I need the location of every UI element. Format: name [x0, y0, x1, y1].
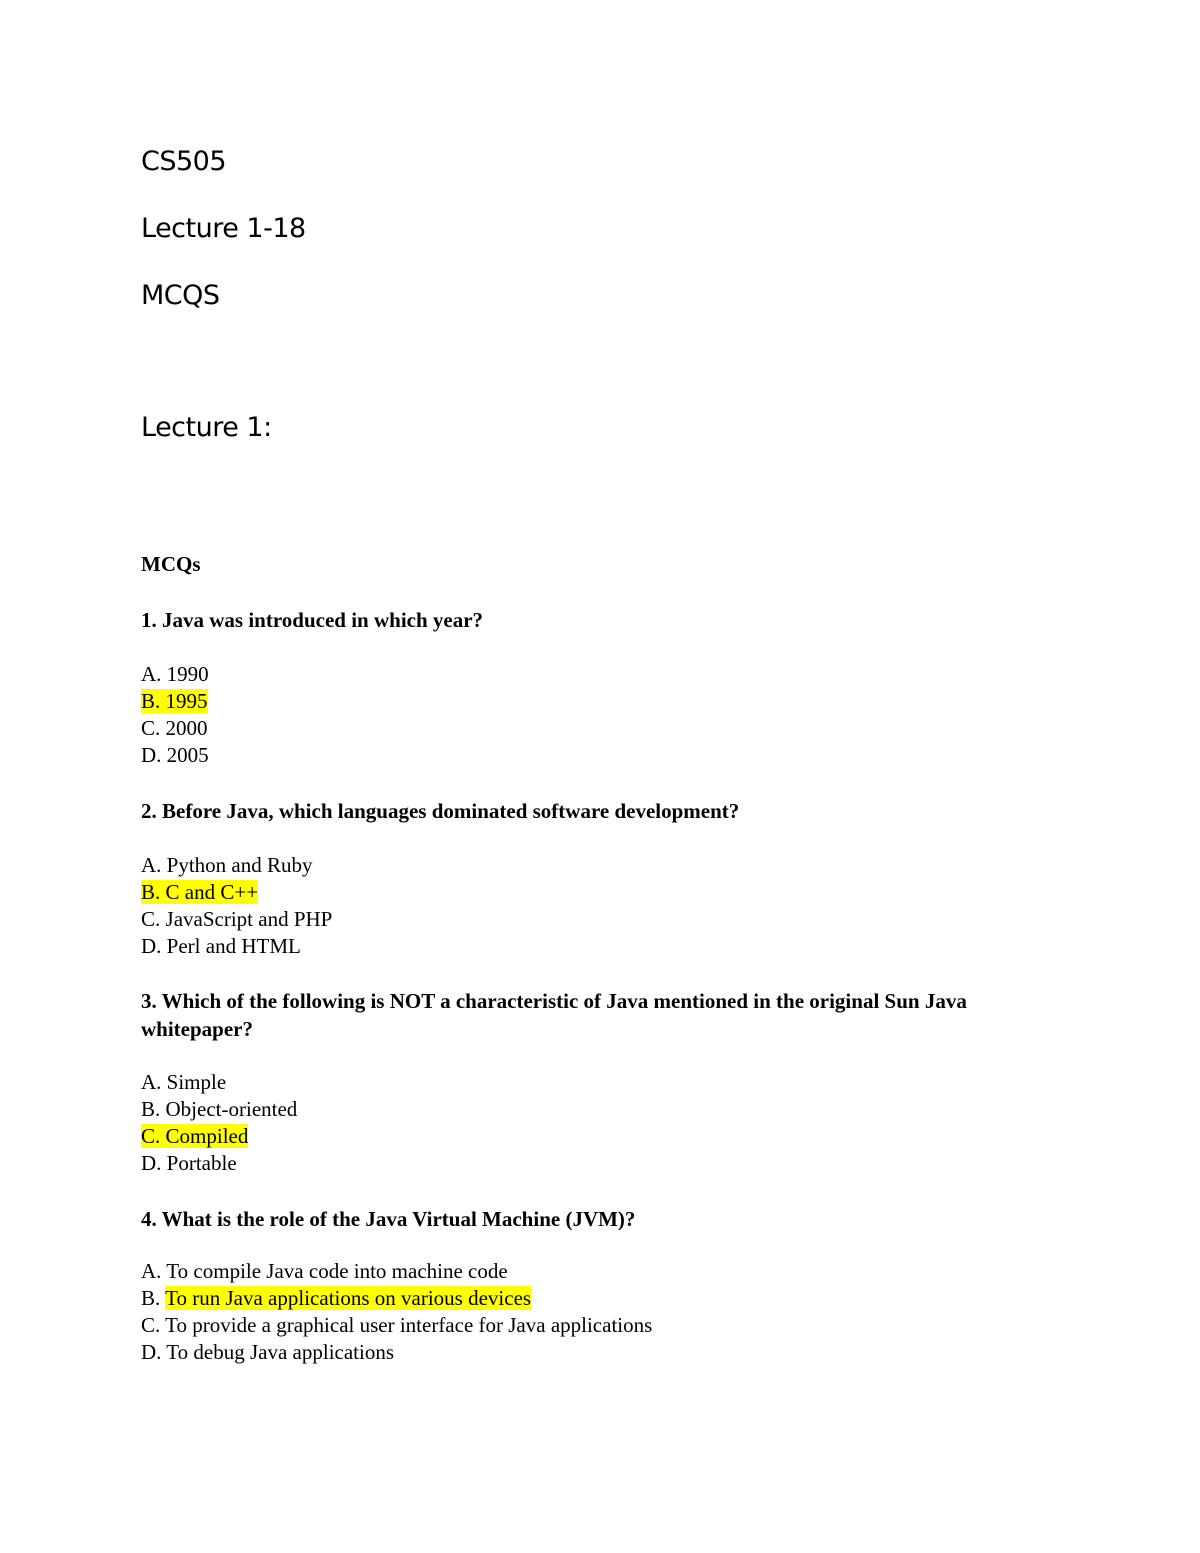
option-text: To provide a graphical user interface for Java applications	[165, 1313, 653, 1337]
option-text: 1990	[166, 662, 209, 686]
option-letter: A.	[141, 662, 162, 686]
option-text: 2000	[165, 716, 208, 740]
question-3-options	[141, 1069, 297, 1177]
option-letter: A.	[141, 853, 162, 877]
option-text: To compile Java code into machine code	[166, 1259, 508, 1283]
option-item	[141, 1150, 297, 1177]
question-2-text: 2. Before Java, which languages dominated software development?	[141, 799, 740, 823]
option-item	[141, 1339, 652, 1366]
option-letter: A.	[141, 1070, 162, 1094]
option-text: JavaScript and PHP	[165, 907, 333, 931]
option-item	[141, 1069, 297, 1096]
option-letter: D.	[141, 934, 162, 958]
question-1-options	[141, 661, 209, 769]
option-item-correct	[141, 1123, 297, 1150]
option-text: 1995	[165, 689, 208, 713]
question-4-options	[141, 1258, 652, 1366]
option-item	[141, 661, 209, 688]
option-letter: D.	[141, 1340, 162, 1364]
question-4-text: 4. What is the role of the Java Virtual Machine (JVM)?	[141, 1207, 636, 1231]
option-text: Perl and HTML	[166, 934, 301, 958]
question-3-text: 3. Which of the following is NOT a characteristic of Java mentioned in the original Sun Java whitepaper?	[141, 989, 967, 1041]
option-item	[141, 933, 332, 960]
option-letter: C.	[141, 716, 161, 740]
option-item	[141, 742, 209, 769]
option-item	[141, 1312, 652, 1339]
option-item	[141, 906, 332, 933]
question-2-options	[141, 852, 332, 960]
option-letter: B.	[141, 1097, 161, 1121]
option-item	[141, 852, 332, 879]
option-item	[141, 1096, 297, 1123]
option-text: Simple	[166, 1070, 227, 1094]
option-item	[141, 715, 209, 742]
option-text: 2005	[166, 743, 209, 767]
option-letter: D.	[141, 1151, 162, 1175]
option-text: Object-oriented	[165, 1097, 298, 1121]
option-letter: B.	[141, 689, 161, 713]
option-item-correct	[141, 879, 332, 906]
section-label: MCQs	[141, 552, 201, 576]
mcqs-heading: MCQS	[141, 280, 220, 311]
option-item-correct	[141, 688, 209, 715]
option-text: Compiled	[165, 1124, 249, 1148]
option-text: To debug Java applications	[166, 1340, 395, 1364]
option-letter: C.	[141, 1124, 161, 1148]
lecture-range-heading: Lecture 1-18	[141, 213, 306, 244]
option-letter: B.	[141, 880, 161, 904]
option-letter: C.	[141, 907, 161, 931]
option-letter: A.	[141, 1259, 162, 1283]
option-letter: B.	[141, 1286, 161, 1310]
option-text: Python and Ruby	[166, 853, 313, 877]
option-text: To run Java applications on various devices	[165, 1286, 532, 1310]
option-text: Portable	[166, 1151, 237, 1175]
option-letter: C.	[141, 1313, 161, 1337]
question-1-text: 1. Java was introduced in which year?	[141, 608, 484, 632]
option-item-correct	[141, 1285, 652, 1312]
option-text: C and C++	[165, 880, 259, 904]
lecture-title-heading: Lecture 1:	[141, 412, 272, 443]
course-code-heading: CS505	[141, 146, 227, 177]
option-letter: D.	[141, 743, 162, 767]
option-item	[141, 1258, 652, 1285]
